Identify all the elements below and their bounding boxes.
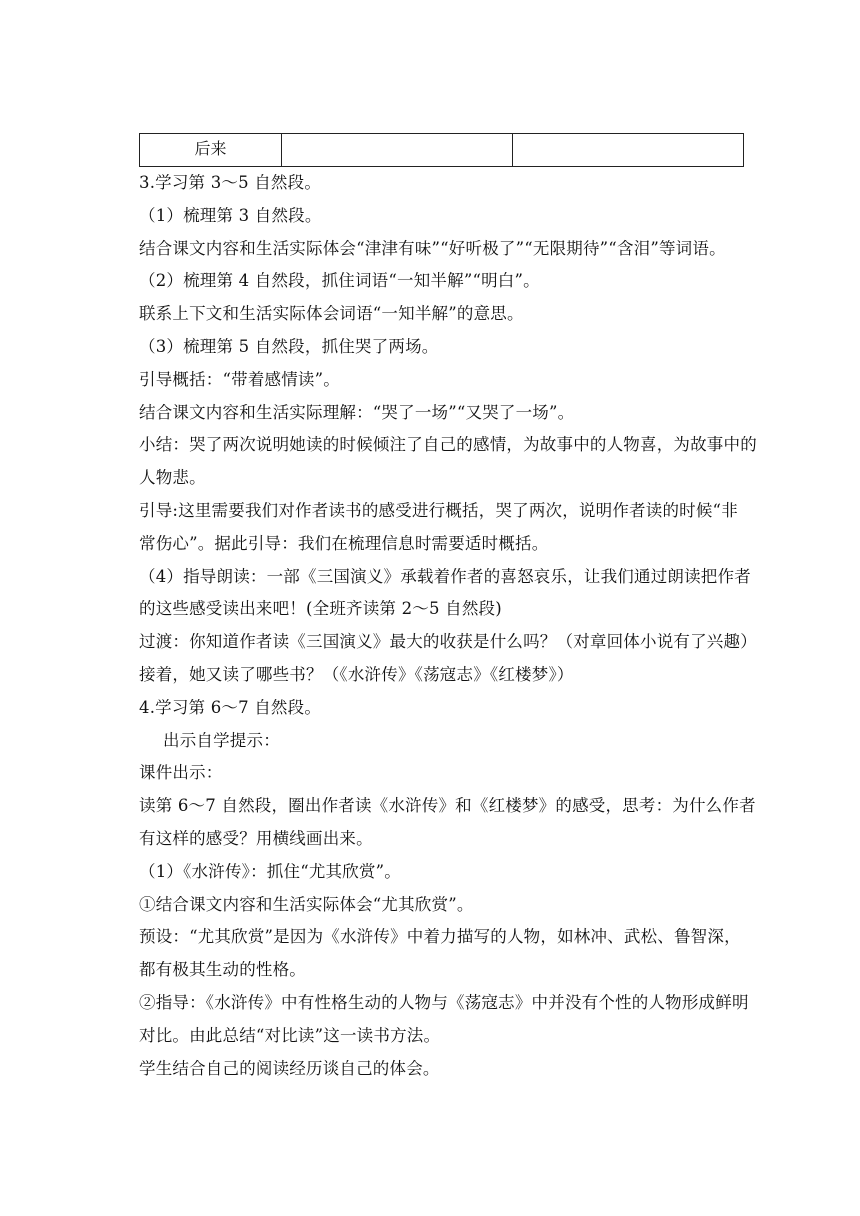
paragraph-line: 的这些感受读出来吧！(全班齐读第 2～5 自然段)	[139, 599, 502, 619]
table-tail-row	[139, 133, 744, 167]
paragraph-line: 结合课文内容和生活实际理解：“哭了一场”“又哭了一场”。	[139, 402, 575, 422]
body-text	[139, 167, 789, 1085]
table-cell-empty	[513, 134, 744, 167]
paragraph-line: （4）指导朗读：一部《三国演义》承载着作者的喜怒哀乐，让我们通过朗读把作者	[139, 566, 751, 586]
paragraph-line: 出示自学提示：	[163, 730, 280, 750]
paragraph-line: （3）梳理第 5 自然段，抓住哭了两场。	[139, 336, 439, 356]
paragraph-line: 引导概括：“带着感情读”。	[139, 369, 340, 389]
paragraph-line: 过渡：你知道作者读《三国演义》最大的收获是什么吗？（对章回体小说有了兴趣）	[139, 632, 757, 652]
paragraph-line: 都有极其生动的性格。	[139, 960, 306, 980]
paragraph-line: 接着，她又读了哪些书？（《水浒传》《荡寇志》《红楼梦》）	[139, 664, 574, 684]
paragraph-line: 对比。由此总结“对比读”这一读书方法。	[139, 1025, 441, 1045]
paragraph-line: 有这样的感受？用横线画出来。	[139, 828, 373, 848]
paragraph-line: ②指导：《水浒传》中有性格生动的人物与《荡寇志》中并没有个性的人物形成鲜明	[139, 992, 749, 1012]
paragraph-line: （1）《水浒传》：抓住“尤其欣赏”。	[139, 861, 401, 881]
paragraph-line: 引导:这里需要我们对作者读书的感受进行概括，哭了两次，说明作者读的时候“非	[139, 500, 738, 520]
section-heading: 4.学习第 6～7 自然段。	[139, 697, 322, 717]
paragraph-line: 小结：哭了两次说明她读的时候倾注了自己的感情，为故事中的人物喜，为故事中的	[139, 435, 757, 455]
paragraph-line: ①结合课文内容和生活实际体会“尤其欣赏”。	[139, 894, 474, 914]
section-heading: 3.学习第 3～5 自然段。	[139, 173, 322, 192]
paragraph-line: 学生结合自己的阅读经历谈自己的体会。	[139, 1058, 440, 1078]
paragraph-line: 结合课文内容和生活实际体会“津津有味”“好听极了”“无限期待”“含泪”等词语。	[139, 238, 726, 258]
paragraph-line: 课件出示：	[139, 763, 223, 783]
paragraph-line: 联系上下文和生活实际体会词语“一知半解”的意思。	[139, 304, 524, 324]
paragraph-line: （1）梳理第 3 自然段。	[139, 205, 322, 225]
table-row	[140, 134, 744, 167]
paragraph-line: 读第 6～7 自然段，圈出作者读《水浒传》和《红楼梦》的感受，思考：为什么作者	[139, 796, 756, 816]
paragraph-line: 人物悲。	[139, 468, 206, 488]
paragraph-line: （2）梳理第 4 自然段，抓住词语“一知半解”“明白”。	[139, 271, 540, 291]
paragraph-line: 预设：“尤其欣赏”是因为《水浒传》中着力描写的人物，如林冲、武松、鲁智深，	[139, 927, 741, 947]
paragraph-line: 常伤心”。据此引导：我们在梳理信息时需要适时概括。	[139, 533, 549, 553]
table-cell-empty	[282, 134, 513, 167]
table-cell-label: 后来	[140, 134, 282, 167]
